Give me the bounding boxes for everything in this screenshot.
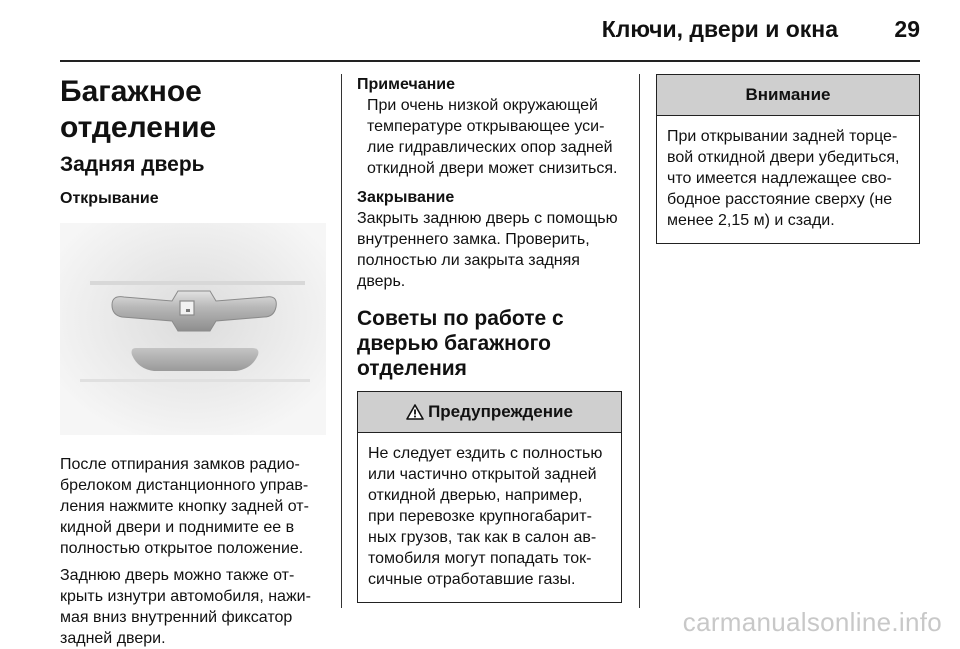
warning-header xyxy=(358,392,621,433)
caution-text: При открывании задней торце-вой откидной двери убедиться, что имеется надлежащее сво-бодное расстояние сверху (не менее 2,15 м) и сзади. xyxy=(667,128,900,229)
opening-paragraph: После отпирания замков радио-брелоком дистанционного управ-ления нажмите кнопку задней от-кидной двери и поднимите ее в полностью открытое положение. xyxy=(60,456,309,557)
note-text: При очень низкой окружающей температуре открывающее уси-лие гидравлических опор задней откидной двери может снизиться. xyxy=(367,97,618,177)
caution-title: Внимание xyxy=(745,85,831,104)
note-title: Примечание xyxy=(357,76,456,93)
section-title: Багажное отделение xyxy=(60,75,217,144)
caution-header xyxy=(657,75,919,116)
tailgate-handle-icon xyxy=(60,223,326,435)
warning-triangle-icon xyxy=(406,404,424,420)
column-divider xyxy=(639,74,640,608)
closing-heading: Закрывание xyxy=(357,189,455,206)
caution-box xyxy=(656,74,920,244)
warning-title: Предупреждение xyxy=(428,402,573,421)
column-divider xyxy=(341,74,342,608)
header-rule xyxy=(60,60,920,62)
tips-heading: Советы по работе с дверью багажного отделения xyxy=(357,307,564,380)
closing-paragraph: Закрыть заднюю дверь с помощью внутреннего замка. Проверить, полностью ли закрыта задняя дверь. xyxy=(357,210,618,290)
page-number: 29 xyxy=(894,16,920,42)
column-left xyxy=(60,74,330,649)
watermark: carmanualsonline.info xyxy=(682,607,942,637)
chapter-title: Ключи, двери и окна xyxy=(601,16,838,42)
opening-heading: Открывание xyxy=(60,190,159,207)
warning-box xyxy=(357,391,622,603)
column-right xyxy=(656,74,920,244)
warning-text: Не следует ездить с полностью или частично открытой задней откидной дверью, например, при перевозке крупногабарит-ных грузов, так как в салон ав-томобиля могут попадать ток-сичные отработавшие газы. xyxy=(368,445,603,588)
opening-paragraph-2: Заднюю дверь можно также от-крыть изнутри автомобиля, нажи-мая вниз внутренний фиксатор задней двери. xyxy=(60,567,311,647)
page-header xyxy=(60,0,920,62)
column-middle xyxy=(357,74,622,603)
subsection-title: Задняя дверь xyxy=(60,153,205,176)
